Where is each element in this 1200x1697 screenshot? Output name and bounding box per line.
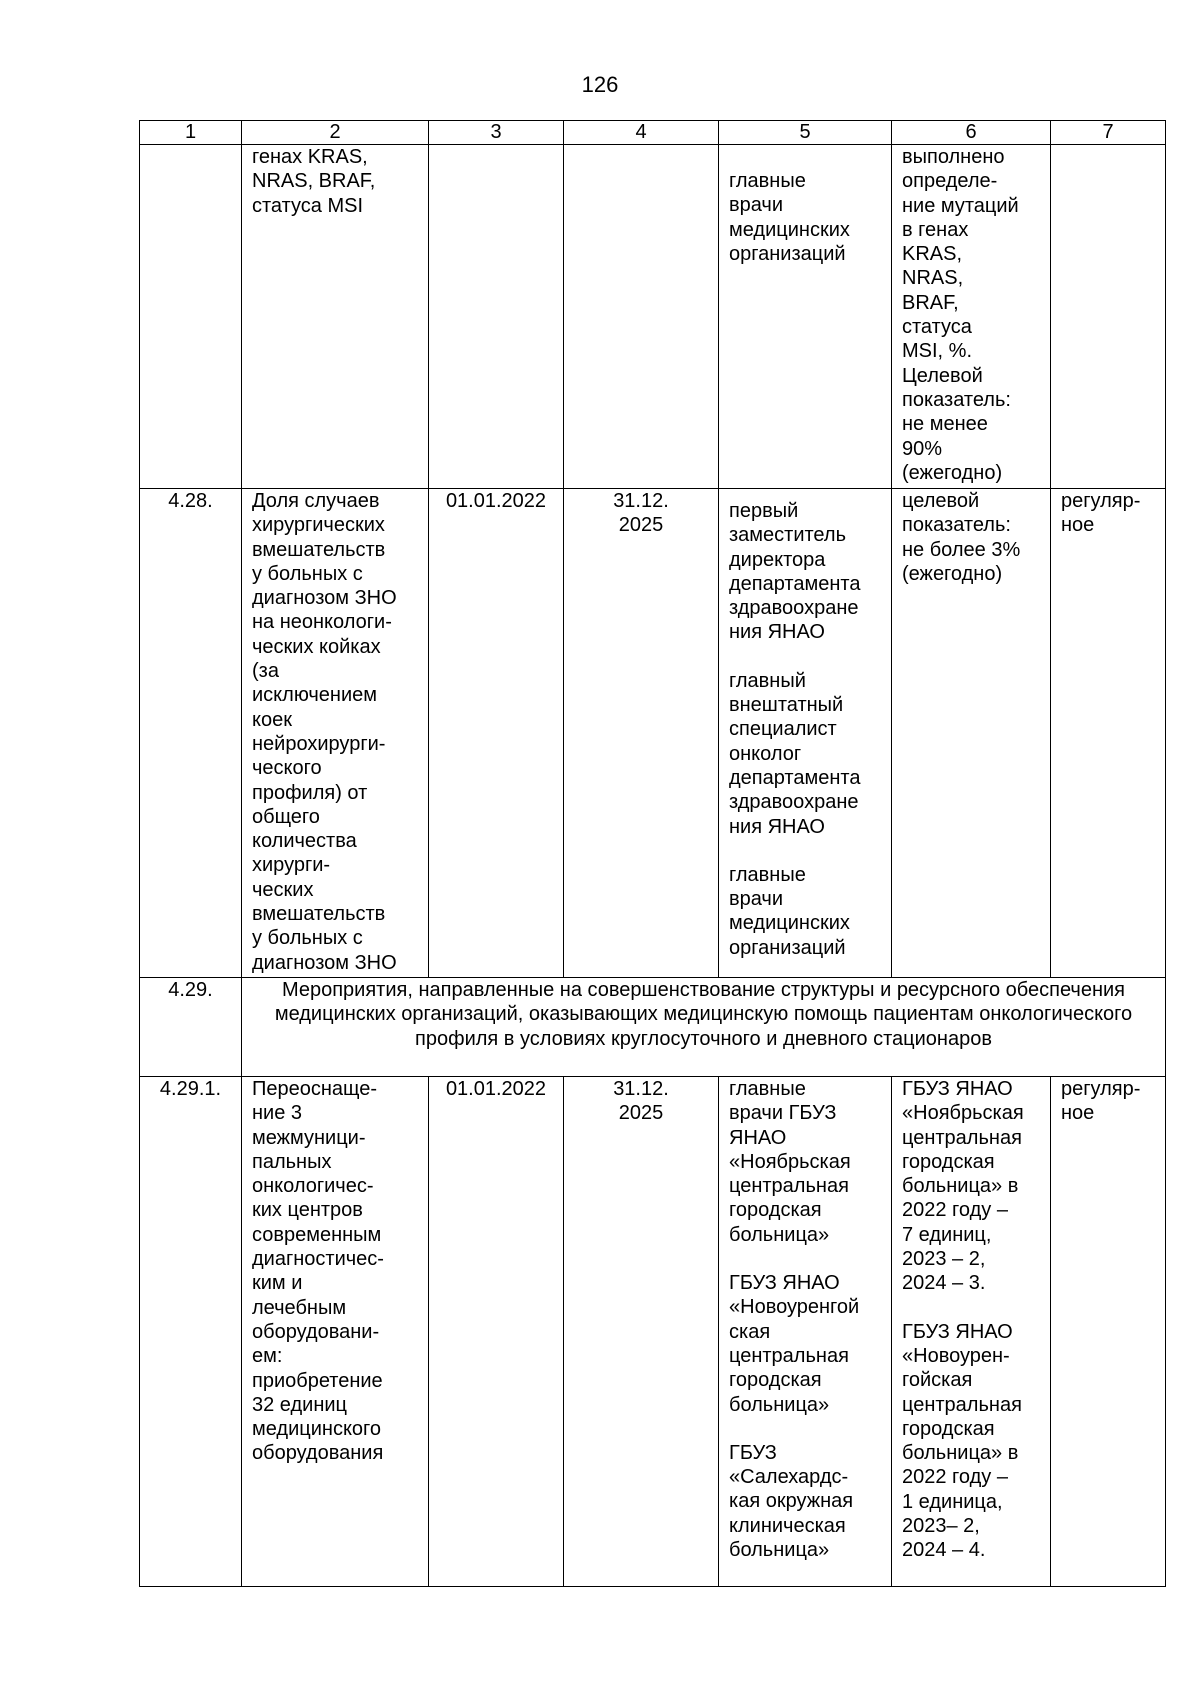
description-text: Доля случаев хирургических вмешательств у больных с диагнозом ЗНО на неонкологи- ческих койках (за исключением коек нейрохирурги- ческого профиля) от общего количества хирурги- ческих вмешательств у больных с диагнозом ЗНО — [252, 490, 397, 974]
description-text: генах KRAS, NRAS, BRAF, статуса MSI — [252, 146, 376, 217]
periodicity-text: регуляр- ное — [1061, 490, 1141, 537]
header-col-5: 5 — [719, 121, 892, 145]
responsible-block-1: главные врачи ГБУЗ ЯНАО «Ноябрьская центральная городская больница» — [729, 1078, 851, 1246]
description-text: Переоснаще- ние 3 межмуници- пальных онкологичес- ких центров современным диагностичес- ким и лечебным оборудовани- ем: приобретение 32 единиц медицинского оборудования — [252, 1078, 384, 1465]
result-text: выполнено определе- ние мутаций в генах KRAS, NRAS, BRAF, статуса MSI, %. Целевой показатель: не менее 90% (ежегодно) — [902, 146, 1019, 484]
header-col-4: 4 — [564, 121, 719, 145]
responsible-block-2: ГБУЗ ЯНАО «Новоуренгой ская центральная городская больница» — [729, 1272, 860, 1416]
responsible-block-3: главные врачи медицинских организаций — [729, 863, 850, 959]
responsible-block-1: первый заместитель директора департамента здравоохране ния ЯНАО — [729, 500, 861, 644]
responsible-text: главные врачи медицинских организаций — [729, 170, 850, 265]
measures-table — [139, 120, 1166, 1587]
cell-start-date — [429, 1077, 564, 1587]
row-number: 4.28. — [168, 490, 213, 512]
header-col-7: 7 — [1051, 121, 1166, 145]
result-block-2: ГБУЗ ЯНАО «Новоурен- гойская центральная городская больница» в 2022 году – 1 единица, 2023– 2, 2024 – 4. — [902, 1320, 1022, 1562]
cell-number — [140, 145, 242, 489]
start-date: 01.01.2022 — [445, 490, 547, 512]
start-date: 01.01.2022 — [445, 1078, 547, 1100]
header-col-6: 6 — [892, 121, 1051, 145]
cell-responsible — [719, 489, 892, 978]
cell-responsible — [719, 145, 892, 489]
result-block-1: ГБУЗ ЯНАО «Ноябрьская центральная городская больница» в 2022 году – 7 единиц, 2023 – 2, 2024 – 3. — [902, 1078, 1024, 1295]
cell-section-title — [242, 978, 1166, 1077]
table-row-continuation — [140, 145, 1166, 489]
cell-number — [140, 489, 242, 978]
cell-end-date — [564, 145, 719, 489]
table-row-4-29-1 — [140, 1077, 1166, 1587]
header-col-3: 3 — [429, 121, 564, 145]
cell-periodicity — [1051, 145, 1166, 489]
cell-periodicity — [1051, 489, 1166, 978]
result-text: целевой показатель: не более 3% (ежегодно) — [902, 490, 1021, 585]
cell-periodicity — [1051, 1077, 1166, 1587]
cell-number — [140, 1077, 242, 1587]
section-title: Мероприятия, направленные на совершенствование структуры и ресурсного обеспечения медицинских организаций, оказывающих медицинскую помощь пациентам онкологического профиля в условиях круглосуточного и дневного стационаров — [274, 979, 1133, 1050]
row-number: 4.29. — [168, 979, 213, 1001]
cell-number — [140, 978, 242, 1077]
cell-description — [242, 1077, 429, 1587]
page-number: 126 — [581, 72, 619, 97]
cell-result — [892, 145, 1051, 489]
periodicity-text: регуляр- ное — [1061, 1078, 1141, 1125]
responsible-block-2: главный внештатный специалист онколог департамента здравоохране ния ЯНАО — [729, 669, 861, 838]
cell-start-date — [429, 489, 564, 978]
responsible-block-3: ГБУЗ «Салехардс- кая окружная клиническая больница» — [729, 1441, 854, 1562]
cell-end-date — [564, 1077, 719, 1587]
cell-description — [242, 489, 429, 978]
cell-result — [892, 1077, 1051, 1587]
header-row — [140, 121, 1166, 145]
cell-responsible — [719, 1077, 892, 1587]
end-date: 31.12. 2025 — [613, 1078, 669, 1125]
header-col-1: 1 — [140, 121, 242, 145]
table-row-4-28 — [140, 489, 1166, 978]
table-row-4-29 — [140, 978, 1166, 1077]
end-date: 31.12. 2025 — [613, 490, 669, 537]
cell-description — [242, 145, 429, 489]
cell-result — [892, 489, 1051, 978]
cell-start-date — [429, 145, 564, 489]
row-number: 4.29.1. — [159, 1078, 222, 1100]
cell-end-date — [564, 489, 719, 978]
header-col-2: 2 — [242, 121, 429, 145]
